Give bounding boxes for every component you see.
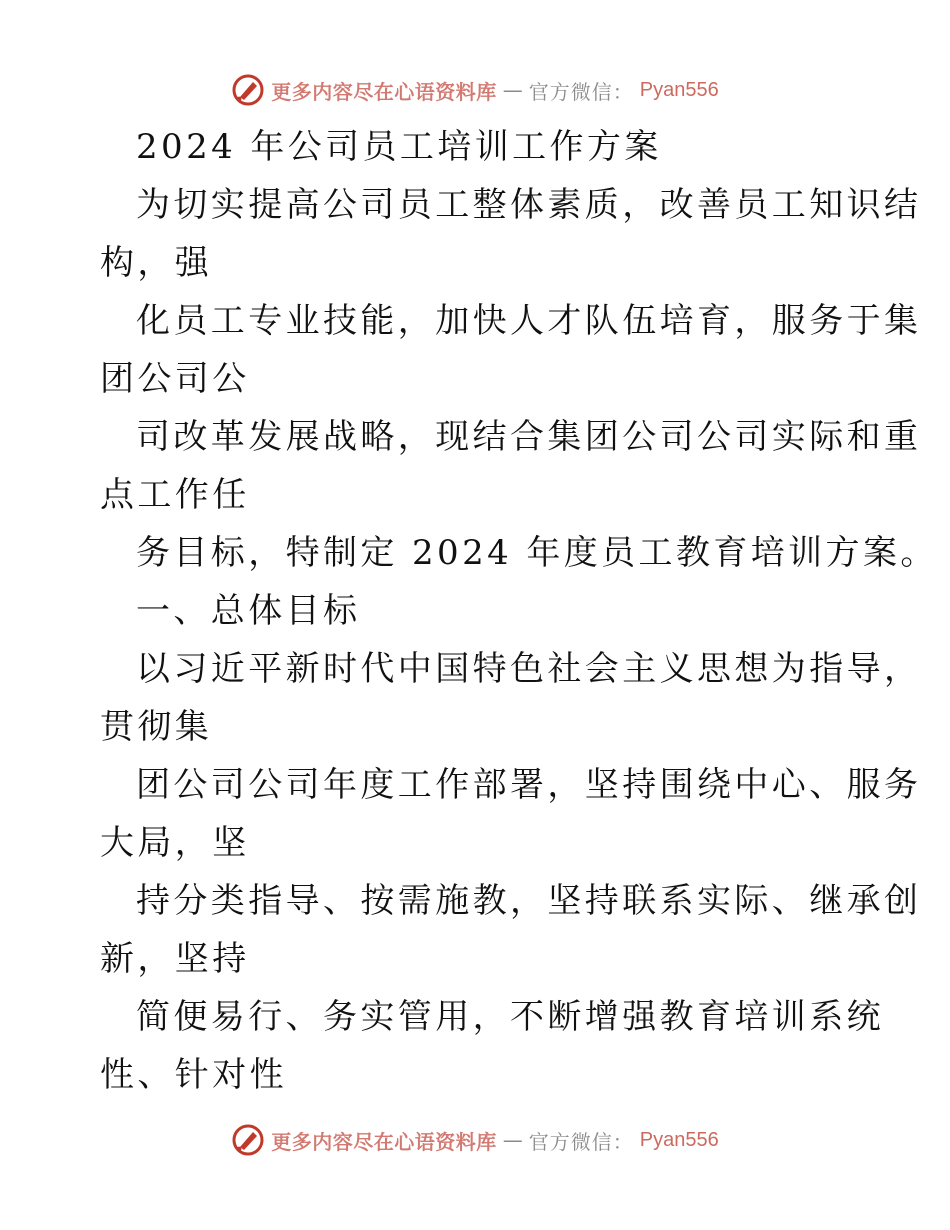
paragraph-line: 化员工专业技能，加快人才队伍培育，服务于集 bbox=[136, 301, 922, 341]
paragraph-line: 点工作任 bbox=[100, 475, 250, 515]
paragraph-line: 司改革发展战略，现结合集团公司公司实际和重 bbox=[136, 417, 922, 457]
watermark-group bbox=[231, 1123, 718, 1157]
paragraph-line: 为切实提高公司员工整体素质，改善员工知识结 bbox=[136, 185, 922, 225]
watermark-label: 官方微信： bbox=[528, 79, 634, 104]
watermark-wechat-id: Pyan556 bbox=[639, 78, 719, 101]
paragraph-line: 团公司公司年度工作部署，坚持围绕中心、服务 bbox=[136, 765, 922, 805]
watermark-group bbox=[231, 73, 718, 107]
paragraph-line: 构，强 bbox=[100, 243, 213, 283]
section-heading: 一、总体目标 bbox=[136, 591, 361, 631]
document-title: 2024 年公司员工培训工作方案 bbox=[136, 127, 662, 167]
watermark-brand-text: 更多内容尽在心语资料库 bbox=[271, 79, 497, 104]
watermark-separator: — bbox=[502, 78, 523, 102]
paragraph-line: 贯彻集 bbox=[100, 707, 213, 747]
watermark-brand-text: 更多内容尽在心语资料库 bbox=[271, 1129, 497, 1154]
watermark-separator: — bbox=[502, 1128, 523, 1152]
header-watermark bbox=[0, 70, 950, 110]
paragraph-line: 以习近平新时代中国特色社会主义思想为指导， bbox=[136, 649, 922, 689]
paragraph-line: 新，坚持 bbox=[100, 939, 250, 979]
watermark-wechat-id: Pyan556 bbox=[639, 1128, 719, 1151]
footer-watermark bbox=[0, 1120, 950, 1160]
paragraph-line: 务目标，特制定 2024 年度员工教育培训方案。 bbox=[136, 533, 938, 573]
paragraph-line: 性、针对性 bbox=[100, 1055, 287, 1095]
paragraph-line: 持分类指导、按需施教，坚持联系实际、继承创 bbox=[136, 881, 922, 921]
paragraph-line: 简便易行、务实管用，不断增强教育培训系统 bbox=[136, 997, 884, 1037]
paragraph-line: 大局，坚 bbox=[100, 823, 250, 863]
paragraph-line: 团公司公 bbox=[100, 359, 250, 399]
pen-logo-icon bbox=[231, 73, 265, 107]
watermark-label: 官方微信： bbox=[528, 1129, 634, 1154]
pen-logo-icon bbox=[231, 1123, 265, 1157]
